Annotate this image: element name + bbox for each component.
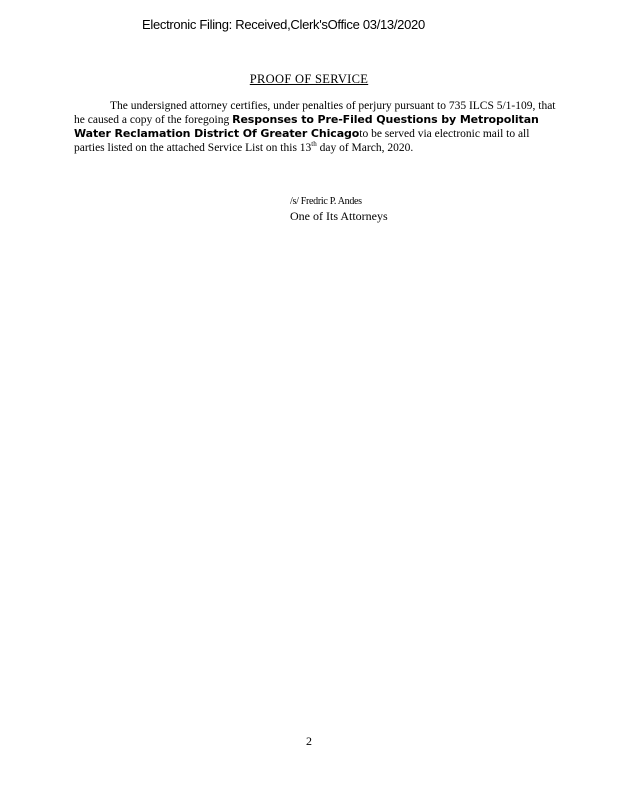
certification-paragraph	[74, 99, 562, 155]
filing-stamp: Electronic Filing: Received,Clerk'sOffice 03/13/2020	[142, 17, 425, 32]
paragraph-text-part2: to be served via electronic mail to all parties listed on the attached Service List on this 13	[74, 128, 530, 154]
document-title: PROOF OF SERVICE	[249, 72, 369, 86]
page-number: 2	[306, 734, 312, 748]
document-name: Responses to Pre-Filed Questions by Metropolitan Water Reclamation District Of Greater Chicago	[74, 113, 539, 140]
ordinal-suffix: th	[311, 140, 317, 149]
paragraph-text-part3: day of March, 2020.	[316, 142, 414, 154]
signature-line: /s/ Fredric P. Andes	[290, 196, 362, 207]
signature-role: One of Its Attorneys	[290, 209, 388, 223]
paragraph-text-part1: The undersigned attorney certifies, under penalties of perjury pursuant to 735 ILCS 5/1-109, that he caused a copy of the foregoing	[74, 100, 556, 126]
